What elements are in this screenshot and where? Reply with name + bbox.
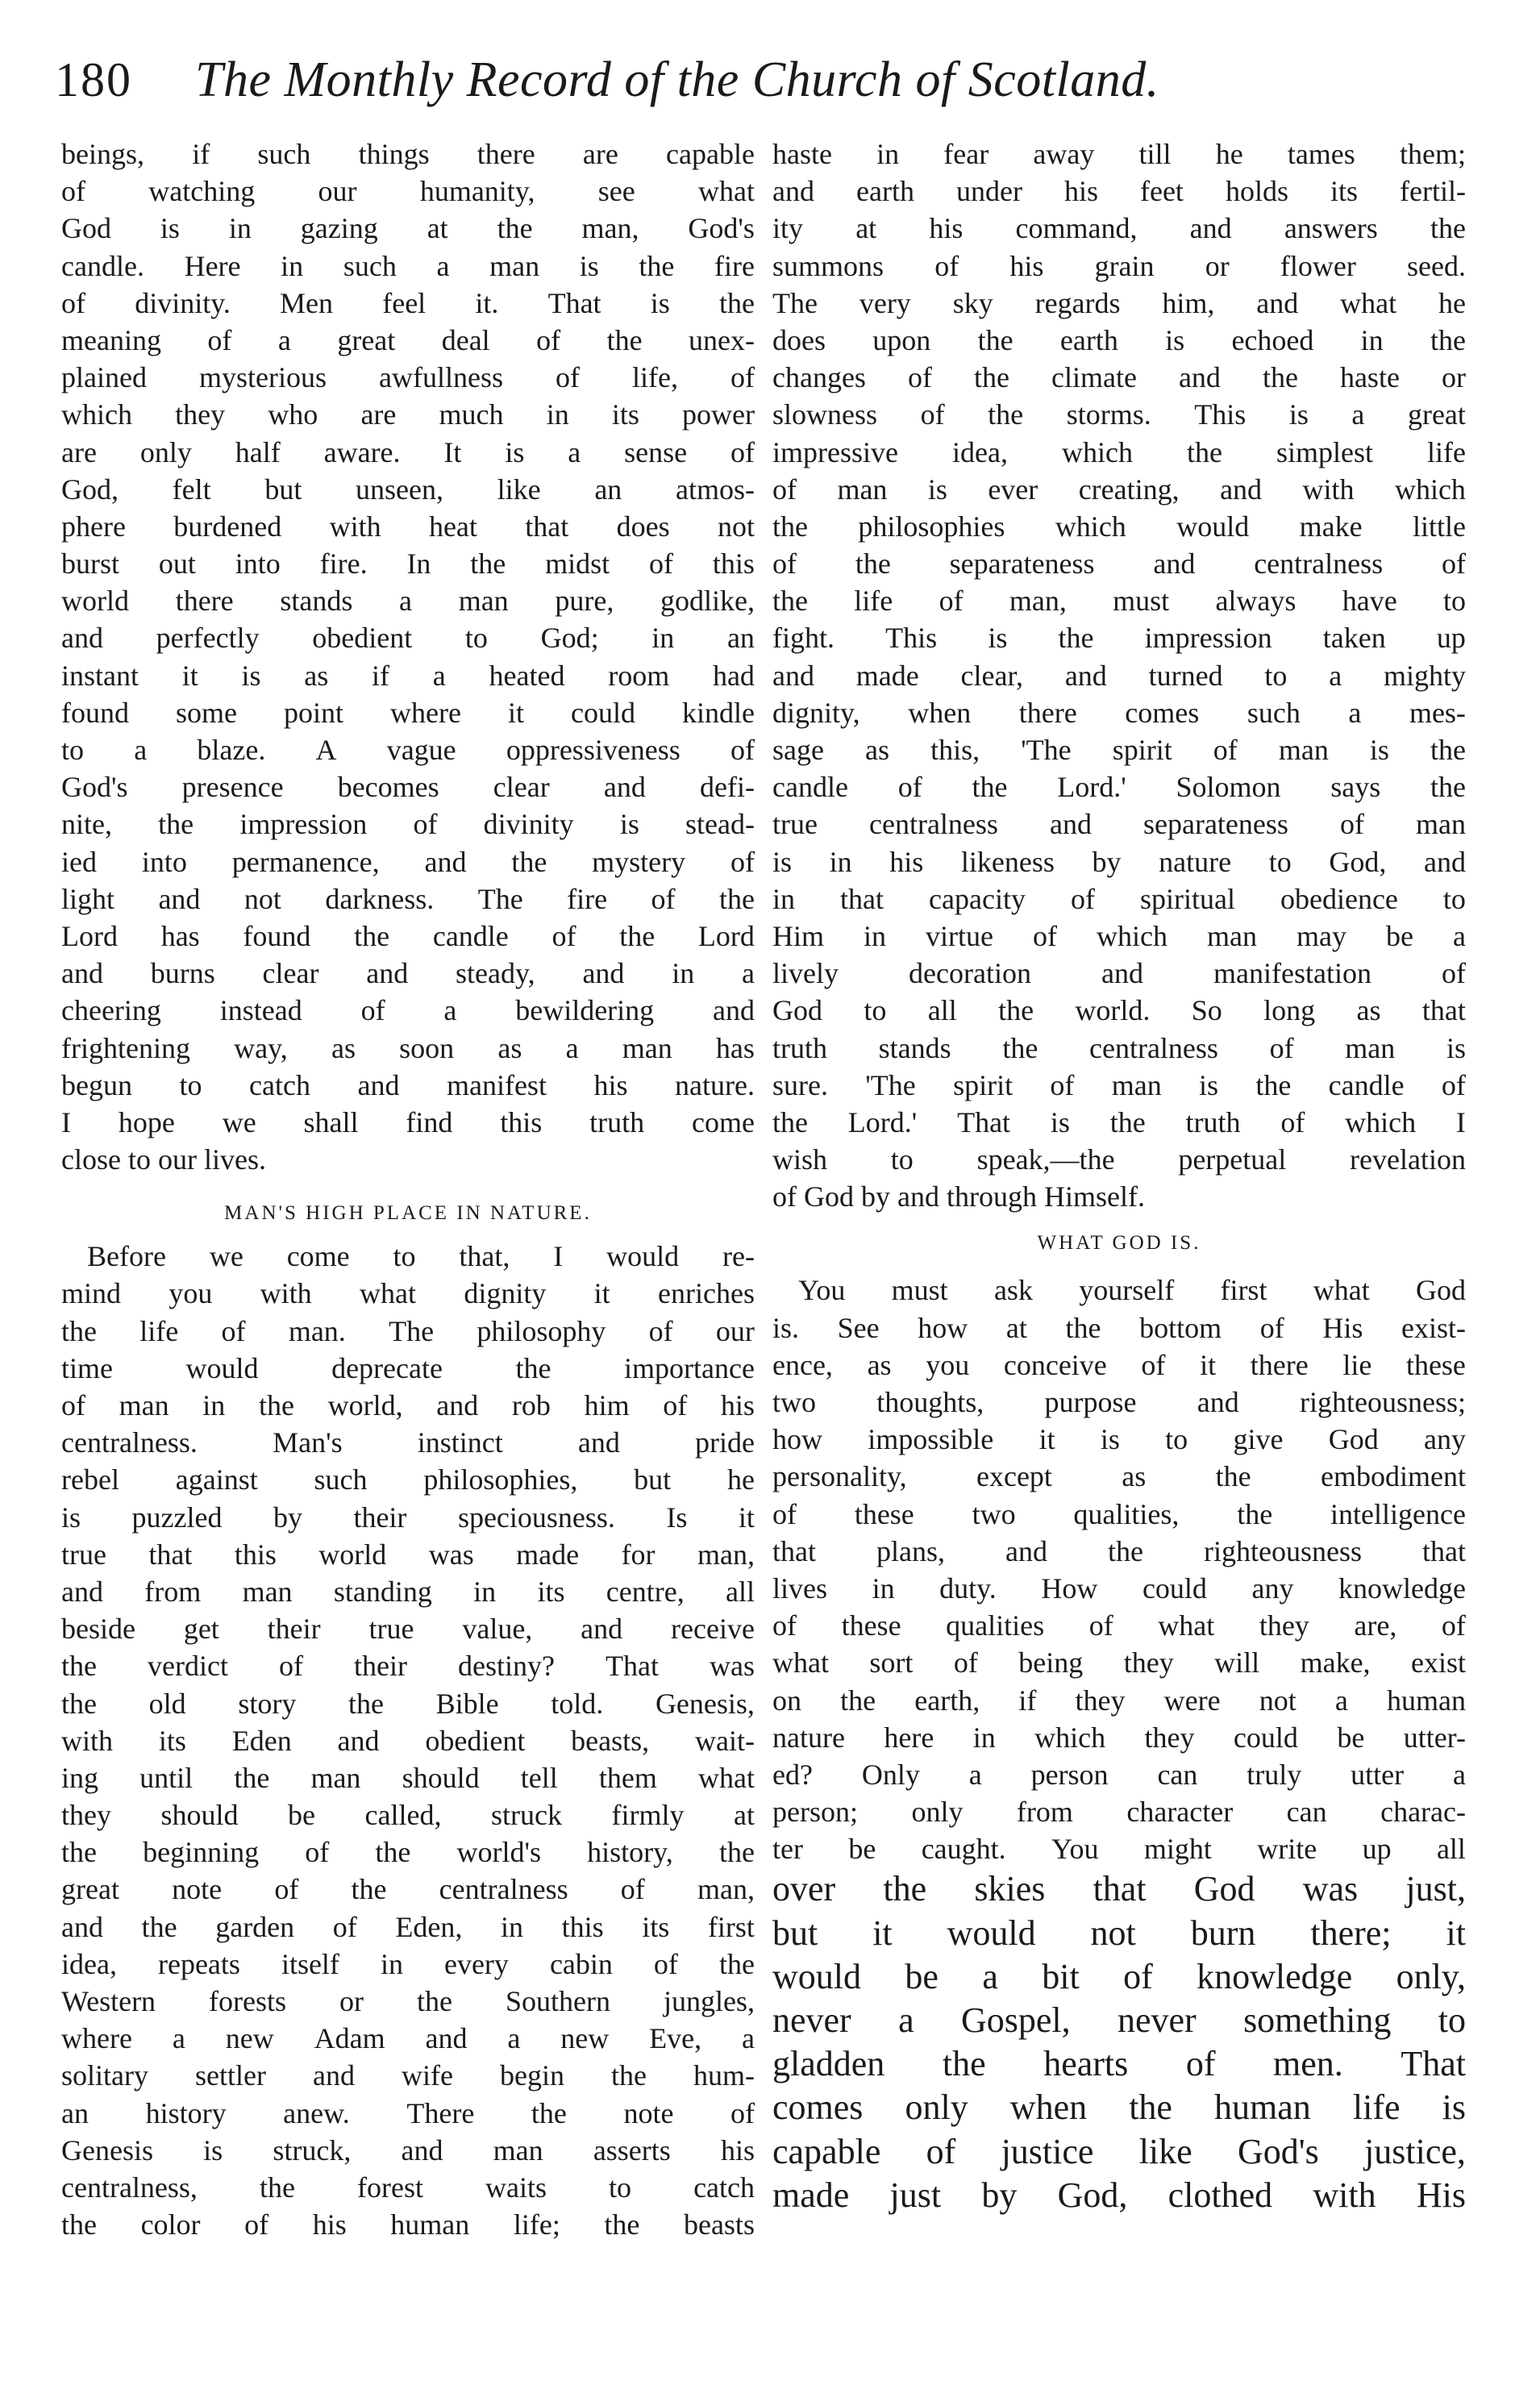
left-column-bottom-text [61, 1238, 755, 2243]
text-line: personality, except as the embodiment [772, 1460, 1466, 1493]
text-line: begun to catch and manifest his nature. [61, 1068, 755, 1101]
text-line: of divinity. Men feel it. That is the [61, 286, 755, 319]
text-line: Western forests or the Southern jungles, [61, 1985, 755, 2017]
text-line: the verdict of their destiny? That was [61, 1650, 755, 1683]
text-line: over the skies that God was just, [772, 1869, 1466, 1909]
text-line: God's presence becomes clear and defi- [61, 771, 755, 804]
text-line: cheering instead of a bewildering and [61, 994, 755, 1027]
text-line: and perfectly obedient to God; in an [61, 622, 755, 655]
text-line: close to our lives. [61, 1143, 266, 1176]
text-line: centralness, the forest waits to catch [61, 2171, 755, 2204]
text-line: impressive idea, which the simplest life [772, 435, 1466, 468]
text-line: in that capacity of spiritual obedience to [772, 882, 1466, 915]
text-line: dignity, when there comes such a mes- [772, 696, 1466, 729]
text-line: beside get their true value, and receive [61, 1613, 755, 1646]
text-line: sure. 'The spirit of man is the candle of [772, 1068, 1466, 1101]
text-line: Lord has found the candle of the Lord [61, 919, 755, 952]
page-number: 180 [55, 53, 132, 106]
text-line: of God by and through Himself. [772, 1180, 1145, 1213]
text-line: person; only from character can charac- [772, 1796, 1466, 1829]
text-line: world there stands a man pure, godlike, [61, 585, 755, 618]
right-column-large-text [772, 1867, 1466, 2217]
text-line: an history anew. There the note of [61, 2096, 755, 2129]
section-heading-mans-high-place: MAN'S HIGH PLACE IN NATURE. [224, 1202, 592, 1225]
text-line: the philosophies which would make little [772, 510, 1466, 543]
text-line: is puzzled by their speciousness. Is it [61, 1501, 755, 1534]
text-line: The very sky regards him, and what he [772, 286, 1466, 319]
text-line: never a Gospel, never something to [772, 2000, 1466, 2040]
text-line: I hope we shall find this truth come [61, 1105, 755, 1138]
text-line: of man is ever creating, and with which [772, 472, 1466, 506]
text-line: the life of man, must always have to [772, 585, 1466, 618]
text-line: but it would not burn there; it [772, 1913, 1466, 1953]
text-line: ity at his command, and answers the [772, 212, 1466, 245]
text-line: God is in gazing at the man, God's [61, 212, 755, 245]
text-line: to a blaze. A vague oppressiveness of [61, 734, 755, 766]
text-line: Him in virtue of which man may be a [772, 919, 1466, 952]
text-line: changes of the climate and the haste or [772, 361, 1466, 394]
text-line: true centralness and separateness of man [772, 808, 1466, 841]
text-line: truth stands the centralness of man is [772, 1031, 1466, 1064]
text-line: they should be called, struck firmly at [61, 1799, 755, 1832]
text-line: God, felt but unseen, like an atmos- [61, 472, 755, 506]
text-line: are only half aware. It is a sense of [61, 435, 755, 468]
text-line: of watching our humanity, see what [61, 175, 755, 208]
text-line: rebel against such philosophies, but he [61, 1463, 755, 1496]
left-column [61, 135, 755, 2361]
text-line: lives in duty. How could any knowledge [772, 1571, 1466, 1605]
right-column [772, 135, 1466, 2361]
section-heading-what-god-is: WHAT GOD IS. [1037, 1232, 1201, 1255]
text-line: mind you with what dignity it enriches [61, 1277, 755, 1310]
text-line: frightening way, as soon as a man has [61, 1031, 755, 1064]
text-line: is in his likeness by nature to God, and [772, 845, 1466, 878]
text-line: great note of the centralness of man, [61, 1873, 755, 1906]
text-line: ed? Only a person can truly utter a [772, 1758, 1466, 1791]
text-line: of the separateness and centralness of [772, 547, 1466, 581]
text-line: Before we come to that, I would re- [87, 1240, 755, 1273]
text-line: and made clear, and turned to a mighty [772, 659, 1466, 692]
text-line: plained mysterious awfullness of life, of [61, 361, 755, 394]
text-line: nature here in which they could be utter- [772, 1721, 1466, 1754]
text-line: with its Eden and obedient beasts, wait- [61, 1724, 755, 1757]
text-line: light and not darkness. The fire of the [61, 882, 755, 915]
text-line: the old story the Bible told. Genesis, [61, 1687, 755, 1720]
text-line: and earth under his feet holds its fertil- [772, 175, 1466, 208]
text-line: the Lord.' That is the truth of which I [772, 1105, 1466, 1138]
text-line: two thoughts, purpose and righteousness; [772, 1386, 1466, 1418]
text-line: where a new Adam and a new Eve, a [61, 2022, 755, 2055]
text-line: ing until the man should tell them what [61, 1761, 755, 1794]
right-column-top-text [772, 135, 1466, 1215]
text-line: burst out into fire. In the midst of this [61, 547, 755, 581]
text-line: ence, as you conceive of it there lie these [772, 1348, 1466, 1381]
text-line: is. See how at the bottom of His exist- [772, 1311, 1466, 1344]
text-line: what sort of being they will make, exist [772, 1646, 1466, 1679]
text-line: wish to speak,—the perpetual revelation [772, 1143, 1466, 1176]
text-line: nite, the impression of divinity is stead- [61, 808, 755, 841]
text-line: ied into permanence, and the mystery of [61, 845, 755, 878]
text-line: how impossible it is to give God any [772, 1423, 1466, 1456]
text-line: and the garden of Eden, in this its first [61, 1910, 755, 1943]
text-line: sage as this, 'The spirit of man is the [772, 734, 1466, 766]
text-line: capable of justice like God's justice, [772, 2131, 1466, 2171]
text-line: which they who are much in its power [61, 398, 755, 431]
text-line: idea, repeats itself in every cabin of the [61, 1947, 755, 1980]
text-line: and from man standing in its centre, all [61, 1575, 755, 1608]
text-line: God to all the world. So long as that [772, 994, 1466, 1027]
text-line: slowness of the storms. This is a great [772, 398, 1466, 431]
text-line: on the earth, if they were not a human [772, 1684, 1466, 1717]
text-line: solitary settler and wife begin the hum- [61, 2059, 755, 2092]
text-line: true that this world was made for man, [61, 1538, 755, 1571]
text-line: Genesis is struck, and man asserts his [61, 2133, 755, 2166]
text-line: summons of his grain or flower seed. [772, 249, 1466, 282]
text-line: You must ask yourself first what God [798, 1274, 1466, 1307]
text-line: centralness. Man's instinct and pride [61, 1426, 755, 1459]
text-line: the beginning of the world's history, the [61, 1836, 755, 1869]
text-line: beings, if such things there are capable [61, 138, 755, 170]
text-line: the color of his human life; the beasts [61, 2208, 755, 2241]
text-line: does upon the earth is echoed in the [772, 323, 1466, 356]
text-line: comes only when the human life is [772, 2087, 1466, 2128]
journal-title: The Monthly Record of the Church of Scotland. [195, 52, 1159, 107]
text-line: found some point where it could kindle [61, 696, 755, 729]
text-line: of these two qualities, the intelligence [772, 1497, 1466, 1530]
page-header [55, 52, 1506, 124]
text-line: phere burdened with heat that does not [61, 510, 755, 543]
text-line: that plans, and the righteousness that [772, 1534, 1466, 1567]
text-line: gladden the hearts of men. That [772, 2044, 1466, 2084]
text-line: fight. This is the impression taken up [772, 622, 1466, 655]
text-line: candle. Here in such a man is the fire [61, 249, 755, 282]
text-line: haste in fear away till he tames them; [772, 138, 1466, 170]
text-line: and burns clear and steady, and in a [61, 957, 755, 990]
text-line: of these qualities of what they are, of [772, 1609, 1466, 1642]
text-line: made just by God, clothed with His [772, 2175, 1466, 2215]
left-column-top-text [61, 135, 755, 1178]
text-line: would be a bit of knowledge only, [772, 1956, 1466, 1996]
text-line: meaning of a great deal of the unex- [61, 323, 755, 356]
text-line: candle of the Lord.' Solomon says the [772, 771, 1466, 804]
text-line: ter be caught. You might write up all [772, 1833, 1466, 1866]
text-line: of man in the world, and rob him of his [61, 1389, 755, 1421]
text-line: the life of man. The philosophy of our [61, 1314, 755, 1347]
text-line: instant it is as if a heated room had [61, 659, 755, 692]
right-column-bottom-text [772, 1272, 1466, 1867]
text-line: lively decoration and manifestation of [772, 957, 1466, 990]
text-line: time would deprecate the importance [61, 1351, 755, 1384]
